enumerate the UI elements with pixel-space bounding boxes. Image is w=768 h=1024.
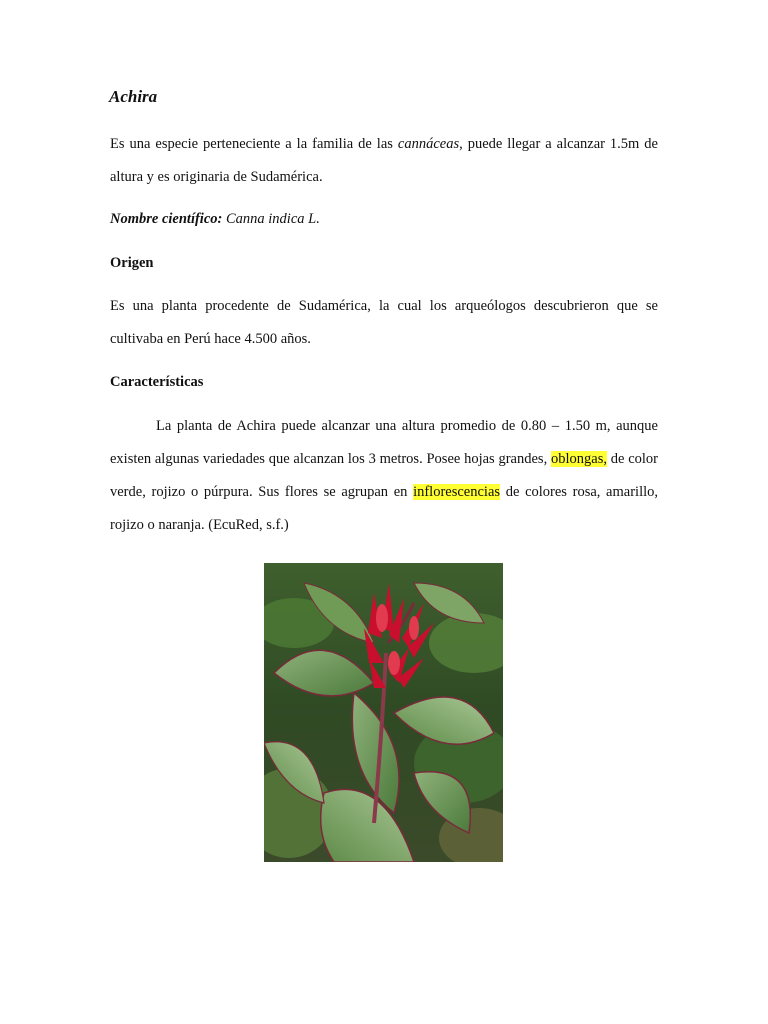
page-title: Achira (109, 87, 158, 106)
scientific-name (110, 203, 658, 236)
features-text-1: La planta de Achira puede alcanzar una altura promedio de 0.80 – 1.50 m, aunque existen algunas variedades que alcanzan los 3 metros. Posee hojas grandes, (110, 418, 658, 467)
origin-paragraph: Es una planta procedente de Sudamérica, la cual los arqueólogos descubrieron que se cultivaba en Perú hace 4.500 años. (110, 298, 658, 347)
scientific-label: Nombre científico: (110, 211, 223, 227)
origin-heading: Origen (110, 255, 154, 271)
achira-plant-photo (264, 563, 503, 862)
highlight-oblongas: oblongas, (550, 451, 607, 467)
highlight-inflorescencias: inflorescencias (413, 484, 501, 500)
intro-text-2: , puede llegar a alcanzar 1.5m de altura y es originaria de Sudamérica. (110, 136, 658, 185)
intro-family: cannáceas (397, 136, 460, 152)
scientific-value: Canna indica L. (222, 211, 320, 227)
intro-text-1: Es una especie perteneciente a la familia de las (110, 136, 398, 152)
features-text-2: de color verde, rojizo o púrpura. Sus flores se agrupan en (110, 451, 659, 500)
intro-paragraph (110, 128, 658, 194)
features-heading: Características (110, 374, 204, 390)
features-paragraph (110, 410, 658, 542)
features-text-3: de colores rosa, amarillo, rojizo o naranja. (EcuRed, s.f.) (110, 484, 658, 533)
